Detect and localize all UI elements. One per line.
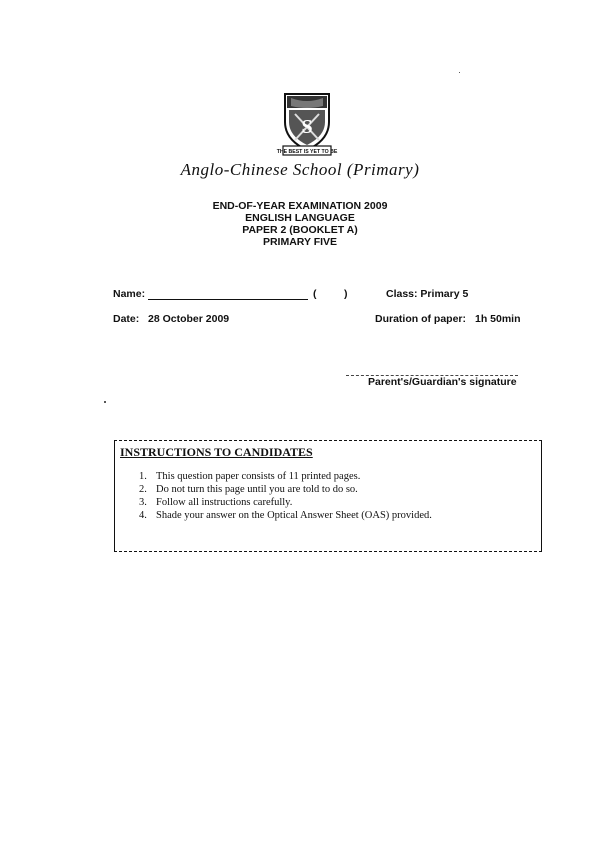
item-number: 1.: [139, 471, 147, 482]
register-close: ): [344, 288, 348, 300]
item-text: Shade your answer on the Optical Answer Sheet (OAS) provided.: [156, 510, 432, 521]
instructions-title: INSTRUCTIONS TO CANDIDATES: [120, 445, 313, 459]
instructions-list: [139, 470, 432, 522]
scan-speck: [104, 401, 106, 403]
item-text: This question paper consists of 11 printed pages.: [156, 471, 361, 482]
school-name: Anglo-Chinese School (Primary): [180, 160, 420, 179]
register-open: (: [313, 288, 317, 300]
list-item: [139, 496, 432, 509]
name-label: Name:: [113, 288, 146, 300]
class-label: Class: Primary 5: [386, 288, 469, 300]
list-item: [139, 483, 432, 496]
date-value: 28 October 2009: [148, 313, 230, 325]
name-field[interactable]: [148, 299, 308, 300]
duration-value: 1h 50min: [475, 313, 521, 325]
date-label: Date:: [113, 313, 140, 325]
crest-motto: THE BEST IS YET TO BE: [276, 149, 338, 155]
list-item: [139, 509, 432, 522]
exam-level: PRIMARY FIVE: [262, 236, 338, 248]
exam-title: END-OF-YEAR EXAMINATION 2009: [212, 200, 388, 212]
item-number: 4.: [139, 510, 147, 521]
exam-subject: ENGLISH LANGUAGE: [245, 212, 355, 224]
crest-letter: S: [301, 116, 313, 138]
duration-label: Duration of paper:: [375, 313, 466, 325]
signature-label: Parent's/Guardian's signature: [368, 376, 517, 388]
list-item: [139, 470, 432, 483]
scan-speck: [459, 72, 460, 73]
item-number: 3.: [139, 497, 147, 508]
exam-paper: PAPER 2 (BOOKLET A): [242, 224, 358, 236]
item-text: Do not turn this page until you are told to do so.: [156, 484, 358, 495]
school-crest-logo: [276, 88, 338, 160]
item-text: Follow all instructions carefully.: [156, 497, 293, 508]
item-number: 2.: [139, 484, 147, 495]
